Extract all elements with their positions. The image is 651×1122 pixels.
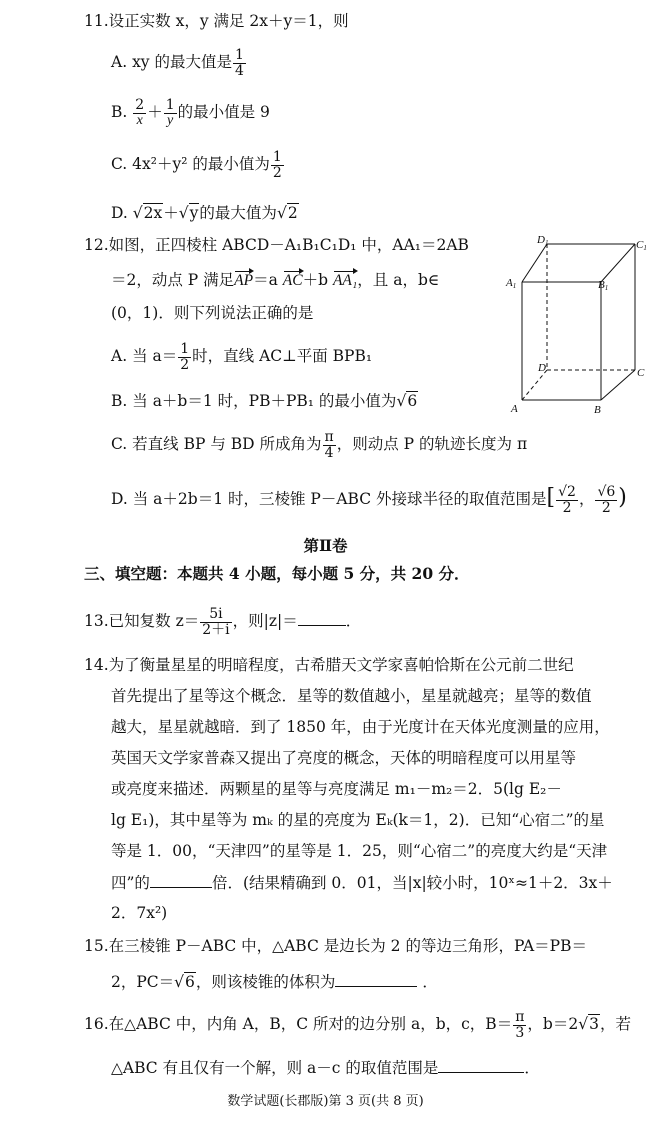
option-text: 的最小值是 9: [177, 103, 270, 122]
sqrt: √6: [396, 392, 418, 410]
fraction: $\frac{1}{2}$: [180, 341, 190, 373]
q14-line-7: 等是 1．00，“天津四”的星等是 1．25，则“心宿二”的亮度大约是“天津: [111, 842, 608, 860]
fraction: $\frac{5i}{2+i}$: [202, 606, 230, 638]
q13-number: 13.: [84, 612, 109, 631]
option-text: 4x²＋y² 的最小值为: [132, 155, 270, 174]
option-label: A.: [111, 347, 128, 366]
q14-line-3: 越大，星星就越暗．到了 1850 年，由于光度计在天体光度测量的应用，: [111, 718, 610, 736]
sqrt: √3: [578, 1015, 599, 1034]
q12-line-1: 12.如图，正四棱柱 ABCD－A₁B₁C₁D₁ 中，AA₁＝2AB: [84, 236, 469, 254]
q12-line-3: (0，1)．则下列说法正确的是: [111, 304, 314, 322]
vector-ac: AC: [282, 272, 303, 289]
q14-line-1: 14.为了衡量星星的明暗程度，古希腊天文学家喜帕恰斯在公元前二世纪: [84, 656, 574, 674]
edge-b1c1: [601, 244, 635, 282]
q16-line-2: △ABC 有且仅有一个解，则 a－c 的取值范围是 ．: [111, 1059, 540, 1077]
page-footer: 数学试题(长郡版)第 3 页(共 8 页): [227, 1094, 424, 1109]
sqrt: √2x: [132, 204, 163, 222]
option-label: D.: [111, 204, 128, 222]
q11-option-d: D. √2x＋√y的最大值为√2: [111, 204, 298, 222]
q11-stem: [84, 12, 349, 31]
answer-blank[interactable]: [150, 873, 212, 888]
fraction: $\frac{1}{y}$: [165, 97, 175, 128]
part-2-heading: 第Ⅱ卷: [303, 536, 348, 555]
vector-aa1: AA₁: [332, 272, 358, 289]
q13: 13.已知复数 z＝ $\frac{5i}{2+i}$ ，则|z|＝ ．: [84, 606, 362, 638]
answer-blank[interactable]: [438, 1058, 524, 1073]
q14-line-5: 或亮度来描述．两颗星的星等与亮度满足 m₁－m₂＝2．5(lg E₂－: [111, 780, 562, 798]
label-d: D: [538, 362, 546, 374]
edge-a1d1: [522, 244, 547, 282]
q11-stem-text: 设正实数 x，y 满足 2x＋y＝1，则: [108, 12, 349, 30]
q11-option-c: [111, 150, 285, 180]
q11-option-a: [111, 48, 247, 78]
option-text: 的最大值为: [199, 204, 277, 222]
fraction: $\frac{√2}{2}$: [558, 484, 576, 516]
q12-option-c: C. 若直线 BP 与 BD 所成角为 $\frac{\pi}{4}$ ，则动点 P 的轨迹长度为 π: [111, 429, 528, 461]
option-label: D.: [111, 490, 128, 509]
label-c1: C1: [636, 239, 647, 252]
q11-option-b: B. $\frac{2}{x}$ ＋ $\frac{1}{y}$ 的最小值是 9: [111, 97, 270, 128]
q11-number: 11.: [84, 12, 109, 30]
edge-ad-hidden: [522, 370, 547, 400]
label-a: A: [511, 403, 518, 415]
sqrt: √y: [178, 204, 199, 222]
q14-line-8: 四”的 倍．(结果精确到 0．01，当|x|较小时，10ˣ≈1＋2．3x＋: [111, 874, 613, 892]
fraction: $\frac{\pi}{4}$: [324, 429, 334, 461]
label-b: B: [594, 404, 601, 416]
answer-blank[interactable]: [335, 972, 417, 987]
section-3-heading: 三、填空题：本题共 4 小题，每小题 5 分，共 20 分．: [84, 564, 470, 583]
edge-bc: [601, 370, 635, 400]
option-label: C.: [111, 435, 128, 454]
q16-number: 16.: [84, 1015, 109, 1034]
q14-line-6: lg E₁)，其中星等为 mₖ 的星的亮度为 Eₖ(k＝1，2)．已知“心宿二”的星: [111, 811, 605, 829]
q14-line-2: 首先提出了星等这个概念．星等的数值越小，星星就越亮；星等的数值: [111, 687, 592, 705]
q14-line-4: 英国天文学家普森又提出了亮度的概念，天体的明暗程度可以用星等: [111, 749, 577, 767]
vector-ap: AP: [234, 272, 254, 289]
q14-number: 14.: [84, 656, 109, 674]
fraction: $\frac{2}{x}$: [135, 97, 145, 128]
q12-option-a: A. 当 a＝ $\frac{1}{2}$ 时，直线 AC⊥平面 BPB₁: [111, 341, 373, 373]
q12-option-d: D. 当 a＋2b＝1 时，三棱锥 P－ABC 外接球半径的取值范围是[ $\frac{√2}{2}$ ， $\frac{√6}{2}$ ): [111, 484, 627, 516]
fraction: $\frac{1}{2}$: [272, 149, 282, 181]
fraction: $\frac{1}{4}$: [235, 47, 244, 79]
option-text: xy 的最大值是: [132, 53, 232, 72]
option-label: C.: [111, 155, 128, 174]
option-label: B.: [111, 103, 128, 122]
answer-blank[interactable]: [298, 611, 346, 626]
fraction: $\frac{√6}{2}$: [597, 484, 616, 516]
q15-number: 15.: [84, 937, 109, 955]
label-d1: D1: [537, 234, 549, 247]
prism-figure: [505, 232, 645, 422]
q14-line-9: 2．7x²): [111, 904, 168, 922]
option-label: B.: [111, 392, 128, 410]
fraction: $\frac{\pi}{3}$: [515, 1009, 525, 1041]
sqrt: √6: [174, 973, 195, 991]
option-label: A.: [111, 53, 128, 72]
q15-line-1: 15.在三棱锥 P－ABC 中，△ABC 是边长为 2 的等边三角形，PA＝PB＝: [84, 937, 587, 955]
q12-line-2: ＝2，动点 P 满足AP＝a AC＋b AA₁，且 a，b∈: [111, 271, 440, 289]
q15-line-2: 2，PC＝√6，则该棱锥的体积为 ．: [111, 973, 438, 991]
q16-line-1: 16.在△ABC 中，内角 A，B，C 所对的边分别 a，b，c，B＝ $\frac{\pi}{3}$ ，b＝2√3，若: [84, 1009, 631, 1041]
q12-option-b: B. 当 a＋b＝1 时，PB＋PB₁ 的最小值为√6: [111, 392, 418, 410]
label-b1: B1: [598, 279, 609, 292]
label-c: C: [637, 367, 645, 379]
label-a1: A1: [506, 277, 517, 290]
sqrt: √2: [276, 204, 298, 222]
q12-number: 12.: [84, 236, 109, 254]
